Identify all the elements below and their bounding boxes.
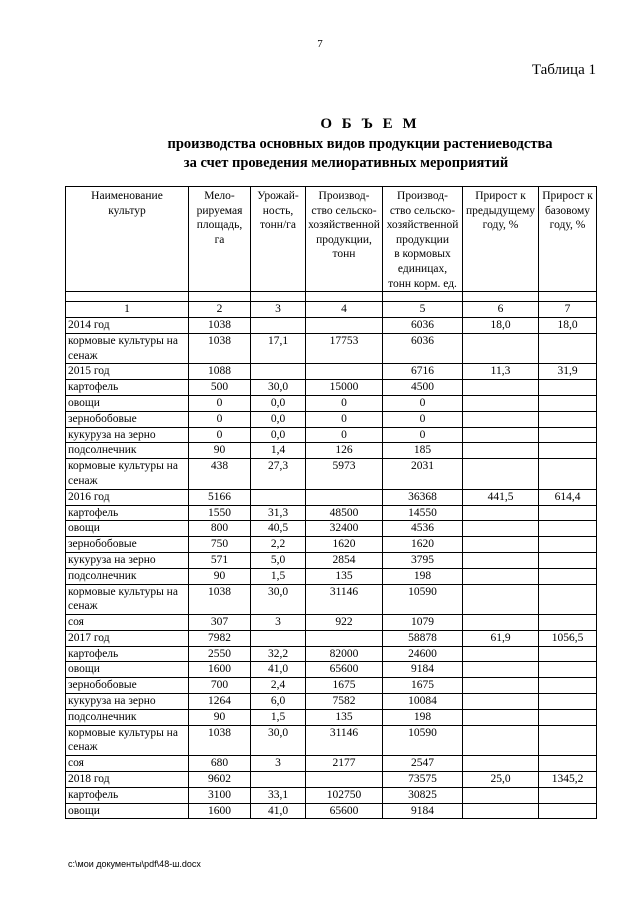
yield-cell: 6,0 [251,694,306,710]
growth-prev-cell [463,694,539,710]
production-cell: 922 [306,615,383,631]
area-cell: 90 [189,443,251,459]
table-row [66,537,597,553]
growth-prev-cell [463,584,539,615]
production-cell [306,317,383,333]
growth-prev-cell [463,615,539,631]
crop-name-cell: соя [66,615,189,631]
header-line: ство сельско- [389,204,456,217]
table-row [66,646,597,662]
feed-units-cell: 10590 [383,584,463,615]
column-number: 7 [539,302,597,318]
growth-base-cell: 18,0 [539,317,597,333]
feed-units-cell: 4500 [383,380,463,396]
growth-prev-cell: 18,0 [463,317,539,333]
growth-prev-cell [463,459,539,490]
production-cell [306,364,383,380]
yield-cell [251,772,306,788]
area-cell: 9602 [189,772,251,788]
feed-units-cell: 3795 [383,552,463,568]
crop-name-cell: овощи [66,803,189,819]
feed-units-cell: 0 [383,411,463,427]
header-line: ство сельско- [311,204,377,217]
production-volume-table [65,186,597,819]
feed-units-cell: 14550 [383,505,463,521]
growth-prev-cell [463,333,539,364]
header-line: в кормовых [394,248,451,261]
yield-cell: 40,5 [251,521,306,537]
area-cell: 500 [189,380,251,396]
crop-name-cell: кормовые культуры на сенаж [66,725,189,756]
area-cell: 2550 [189,646,251,662]
growth-base-cell [539,427,597,443]
table-row [66,615,597,631]
yield-cell: 0,0 [251,427,306,443]
crop-name-cell: кукуруза на зерно [66,552,189,568]
production-cell: 17753 [306,333,383,364]
yield-cell: 1,4 [251,443,306,459]
column-number: 6 [463,302,539,318]
yield-cell: 27,3 [251,459,306,490]
production-cell: 126 [306,443,383,459]
growth-prev-cell [463,646,539,662]
production-cell: 2177 [306,756,383,772]
area-cell: 438 [189,459,251,490]
production-cell: 1620 [306,537,383,553]
production-cell: 0 [306,411,383,427]
header-cell-col-7 [539,187,597,292]
table-row [66,756,597,772]
table-row [66,380,597,396]
column-number: 2 [189,302,251,318]
table-row [66,584,597,615]
yield-cell: 0,0 [251,395,306,411]
feed-units-cell: 4536 [383,521,463,537]
crop-name-cell: овощи [66,662,189,678]
crop-name-cell: кормовые культуры на сенаж [66,459,189,490]
header-line: тонн/га [260,219,296,232]
table-row [66,395,597,411]
production-cell: 48500 [306,505,383,521]
growth-base-cell [539,333,597,364]
yield-cell: 3 [251,615,306,631]
yield-cell: 33,1 [251,787,306,803]
production-cell: 7582 [306,694,383,710]
header-line: продукции [396,233,449,246]
production-cell [306,772,383,788]
table-row [66,489,597,505]
growth-base-cell [539,803,597,819]
table-row [66,411,597,427]
yield-cell: 0,0 [251,411,306,427]
header-line: году, % [482,219,519,232]
area-cell: 1600 [189,662,251,678]
area-cell: 0 [189,427,251,443]
header-line: году, % [549,219,586,232]
table-row [66,772,597,788]
growth-prev-cell [463,568,539,584]
header-cell-col-1 [66,187,189,292]
growth-prev-cell [463,662,539,678]
feed-units-cell: 0 [383,427,463,443]
feed-units-cell: 198 [383,709,463,725]
crop-name-cell: зернобобовые [66,537,189,553]
growth-base-cell [539,521,597,537]
area-cell: 1264 [189,694,251,710]
crop-name-cell: кукуруза на зерно [66,694,189,710]
column-number: 4 [306,302,383,318]
production-cell: 0 [306,395,383,411]
table-row [66,552,597,568]
header-line: хозяйственной [308,219,380,232]
header-line: хозяйственной [386,219,459,232]
growth-base-cell: 31,9 [539,364,597,380]
growth-base-cell [539,662,597,678]
header-line: продукции, [316,233,372,246]
growth-base-cell [539,459,597,490]
table-row [66,725,597,756]
growth-base-cell [539,443,597,459]
growth-base-cell [539,725,597,756]
table-row [66,443,597,459]
feed-units-cell: 9184 [383,662,463,678]
area-cell: 3100 [189,787,251,803]
feed-units-cell: 1079 [383,615,463,631]
crop-name-cell: кормовые культуры на сенаж [66,333,189,364]
area-cell: 700 [189,678,251,694]
crop-name-cell: картофель [66,380,189,396]
header-line: Мело- [204,190,235,202]
feed-units-cell: 10084 [383,694,463,710]
table-header [66,187,597,302]
area-cell: 750 [189,537,251,553]
feed-units-cell: 2031 [383,459,463,490]
area-cell: 307 [189,615,251,631]
growth-base-cell [539,537,597,553]
crop-name-cell: 2015 год [66,364,189,380]
document-title: О Б Ъ Е М [320,116,420,132]
feed-units-cell: 1620 [383,537,463,553]
production-cell: 65600 [306,803,383,819]
crop-name-cell: зернобобовые [66,678,189,694]
yield-cell: 41,0 [251,662,306,678]
header-line: Наименование [91,190,163,202]
production-cell: 1675 [306,678,383,694]
growth-base-cell: 1056,5 [539,630,597,646]
feed-units-cell: 9184 [383,803,463,819]
growth-prev-cell: 61,9 [463,630,539,646]
table-row [66,364,597,380]
yield-cell: 32,2 [251,646,306,662]
growth-prev-cell [463,505,539,521]
column-number: 5 [383,302,463,318]
growth-base-cell [539,709,597,725]
growth-base-cell [539,615,597,631]
crop-name-cell: зернобобовые [66,411,189,427]
production-cell: 65600 [306,662,383,678]
crop-name-cell: кукуруза на зерно [66,427,189,443]
feed-units-cell: 6716 [383,364,463,380]
table-row [66,521,597,537]
growth-base-cell [539,694,597,710]
footer-file-path: c:\мои документы\pdf\48-ш.docx [68,859,201,869]
growth-prev-cell: 25,0 [463,772,539,788]
yield-cell [251,630,306,646]
table-row [66,427,597,443]
growth-prev-cell [463,380,539,396]
crop-name-cell: картофель [66,646,189,662]
yield-cell: 1,5 [251,568,306,584]
table-row [66,317,597,333]
area-cell: 800 [189,521,251,537]
area-cell: 0 [189,411,251,427]
table-body [66,302,597,819]
production-cell [306,489,383,505]
area-cell: 90 [189,709,251,725]
crop-name-cell: овощи [66,521,189,537]
area-cell: 1550 [189,505,251,521]
yield-cell: 1,5 [251,709,306,725]
crop-name-cell: картофель [66,505,189,521]
header-line: Прирост к [542,190,593,202]
production-cell: 2854 [306,552,383,568]
production-cell [306,630,383,646]
crop-name-cell: 2016 год [66,489,189,505]
header-line: культур [108,204,146,217]
area-cell: 90 [189,568,251,584]
growth-base-cell [539,395,597,411]
area-cell: 5166 [189,489,251,505]
production-cell: 135 [306,709,383,725]
table-label: Таблица 1 [531,62,596,78]
growth-prev-cell [463,678,539,694]
growth-base-cell [539,646,597,662]
header-line: предыдущему [465,204,536,217]
header-row [66,187,597,292]
growth-base-cell [539,568,597,584]
feed-units-cell: 24600 [383,646,463,662]
growth-base-cell: 1345,2 [539,772,597,788]
crop-name-cell: картофель [66,787,189,803]
header-line: ность, [262,204,294,217]
growth-prev-cell [463,537,539,553]
yield-cell: 3 [251,756,306,772]
yield-cell: 5,0 [251,552,306,568]
production-cell: 0 [306,427,383,443]
feed-units-cell: 198 [383,568,463,584]
area-cell: 1038 [189,584,251,615]
growth-prev-cell [463,427,539,443]
header-line: Производ- [318,190,370,202]
yield-cell: 41,0 [251,803,306,819]
header-line: рируемая [196,204,243,217]
area-cell: 1088 [189,364,251,380]
yield-cell: 17,1 [251,333,306,364]
feed-units-cell: 58878 [383,630,463,646]
feed-units-cell: 36368 [383,489,463,505]
table-row [66,630,597,646]
yield-cell [251,364,306,380]
header-cell-col-6 [463,187,539,292]
area-cell: 1038 [189,725,251,756]
header-line: тонн корм. ед. [388,277,457,290]
growth-prev-cell [463,552,539,568]
table-row [66,678,597,694]
crop-name-cell: 2014 год [66,317,189,333]
growth-base-cell [539,505,597,521]
production-cell: 31146 [306,725,383,756]
area-cell: 1600 [189,803,251,819]
yield-cell [251,489,306,505]
feed-units-cell: 185 [383,443,463,459]
growth-base-cell [539,678,597,694]
yield-cell: 2,2 [251,537,306,553]
header-line: Урожай- [257,190,299,202]
subtitle-line-1: производства основных видов продукции растениеводства [167,136,553,152]
feed-units-cell: 30825 [383,787,463,803]
table-row [66,694,597,710]
growth-prev-cell [463,443,539,459]
production-cell: 135 [306,568,383,584]
header-cell-col-4 [306,187,383,292]
header-line: га [214,233,225,246]
feed-units-cell: 1675 [383,678,463,694]
yield-cell: 31,3 [251,505,306,521]
crop-name-cell: кормовые культуры на сенаж [66,584,189,615]
production-cell: 82000 [306,646,383,662]
production-cell: 5973 [306,459,383,490]
feed-units-cell: 6036 [383,317,463,333]
header-line: единицах, [397,262,448,275]
crop-name-cell: 2017 год [66,630,189,646]
yield-cell: 30,0 [251,725,306,756]
growth-prev-cell [463,411,539,427]
feed-units-cell: 2547 [383,756,463,772]
yield-cell: 30,0 [251,584,306,615]
page-number: 7 [317,38,323,50]
header-line: базовому [544,204,591,217]
growth-base-cell: 614,4 [539,489,597,505]
growth-base-cell [539,584,597,615]
growth-base-cell [539,787,597,803]
column-number: 1 [66,302,189,318]
table-row [66,662,597,678]
area-cell: 1038 [189,333,251,364]
feed-units-cell: 73575 [383,772,463,788]
area-cell: 0 [189,395,251,411]
header-line: Прирост к [475,190,526,202]
header-cell-col-5 [383,187,463,292]
column-number-row [66,302,597,318]
table-row [66,333,597,364]
crop-name-cell: овощи [66,395,189,411]
column-number: 3 [251,302,306,318]
production-cell: 15000 [306,380,383,396]
growth-prev-cell [463,709,539,725]
header-cell-col-2 [189,187,251,292]
production-cell: 102750 [306,787,383,803]
table-row [66,568,597,584]
table-row [66,709,597,725]
growth-prev-cell [463,725,539,756]
feed-units-cell: 6036 [383,333,463,364]
growth-prev-cell [463,521,539,537]
table-row [66,505,597,521]
header-spacer-row [66,292,597,302]
yield-cell: 30,0 [251,380,306,396]
subtitle-line-2: за счет проведения мелиоративных мероприятий [183,155,509,171]
table-row [66,803,597,819]
production-cell: 31146 [306,584,383,615]
growth-prev-cell: 441,5 [463,489,539,505]
area-cell: 1038 [189,317,251,333]
crop-name-cell: подсолнечник [66,568,189,584]
yield-cell [251,317,306,333]
yield-cell: 2,4 [251,678,306,694]
feed-units-cell: 0 [383,395,463,411]
growth-prev-cell [463,756,539,772]
growth-base-cell [539,552,597,568]
table-row [66,787,597,803]
feed-units-cell: 10590 [383,725,463,756]
production-cell: 32400 [306,521,383,537]
growth-prev-cell [463,803,539,819]
header-cell-col-3 [251,187,306,292]
crop-name-cell: подсолнечник [66,443,189,459]
area-cell: 680 [189,756,251,772]
header-line: тонн [332,248,356,261]
table-row [66,459,597,490]
header-line: Производ- [397,190,448,202]
growth-prev-cell [463,787,539,803]
growth-base-cell [539,411,597,427]
growth-base-cell [539,756,597,772]
crop-name-cell: соя [66,756,189,772]
crop-name-cell: подсолнечник [66,709,189,725]
growth-base-cell [539,380,597,396]
document-subtitle [140,135,580,173]
crop-name-cell: 2018 год [66,772,189,788]
area-cell: 7982 [189,630,251,646]
growth-prev-cell [463,395,539,411]
area-cell: 571 [189,552,251,568]
header-line: площадь, [196,219,243,232]
growth-prev-cell: 11,3 [463,364,539,380]
